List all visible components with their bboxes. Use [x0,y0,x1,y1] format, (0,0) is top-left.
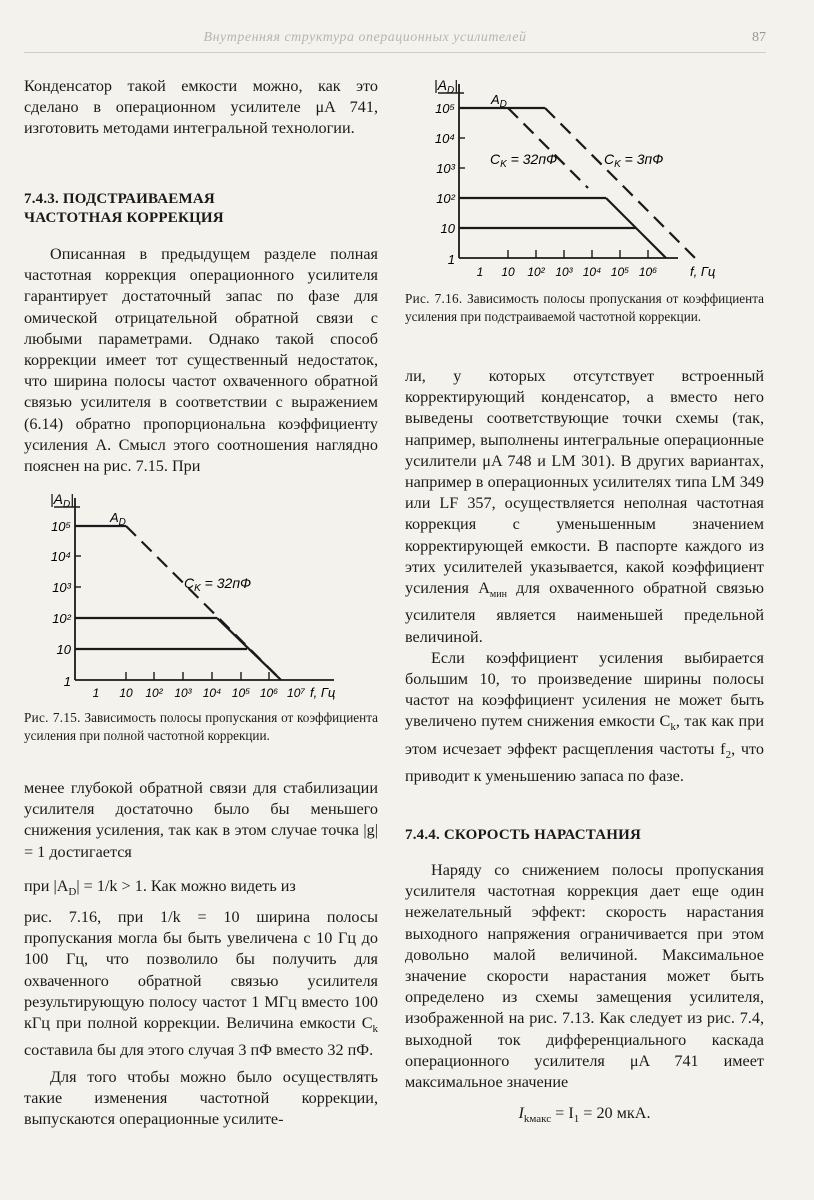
x-tick-1e6: 10⁶ [259,686,279,700]
x-tick-marks [126,672,269,680]
paragraph-bandwidth: рис. 7.16, при 1/k = 10 ширина полосы пропускания могла бы быть увеличена с 10 Гц до 100 Гц, что позволило бы получить для охваченного обратной связью усилителя результирующую полосу частот 1 МГц вместо 100 кГц при полной коррекции. Величина емкости $C_k$ составила бы для этого случая 3 пФ вместо 32 пФ. [24,908,378,1060]
x-tick-100: 10² [527,265,545,279]
x-tick-1e4: 10⁴ [202,686,222,700]
y-tick-labels [51,519,72,689]
caption-7-16 [405,290,764,325]
y-tick-marks [75,526,81,649]
paragraph-freq-correction: Описанная в предыдущем разделе полная частотная коррекция операционного усилителя гарантирует достаточный запас по фазе для омической отрицательной обратной связи с любыми параметрами. Однако такой способ коррекции имеет тот существенный недостаток, что ширина полосы частот охваченного обратной связью усилителя в соответствии с выражением (6.14) обратно пропорциональна коэффициенту усиления A. Смысл этого соотношения наглядно пояснен на рис. 7.15. При [24,245,378,476]
x-tick-1e4: 10⁴ [582,265,602,279]
x-tick-1e7: 10⁷ [287,686,305,700]
y-tick-1: 1 [447,252,455,267]
paragraph-gain-above-10: Если коэффициент усиления выбирается большим 10, то произведение ширины полосы частот на коэффициент усиления не может быть увеличено путем снижения емкости $C_k$, так как при этом исчезает эффект расщепления частоты $f_2$, что приводит к уменьшению запаса по фазе. [405,648,764,786]
y-tick-10: 10 [440,221,455,236]
y-axis-label: $|A_D|$ [434,77,458,96]
x-tick-marks [508,250,648,258]
figure-7-16 [428,70,758,285]
y-tick-labels [435,101,456,267]
y-tick-1: 1 [63,674,71,689]
caption-7-15 [24,709,378,744]
y-tick-100: 10² [52,611,71,626]
y-tick-1e4: 10⁴ [50,549,71,564]
x-tick-1e5: 10⁵ [610,265,630,279]
left-body-2c [24,907,378,1062]
left-intro [24,76,378,140]
x-tick-labels [477,265,658,279]
caption-tag: Рис. 7.15. [24,710,81,725]
x-tick-labels [93,686,306,700]
x-tick-10: 10 [501,265,515,279]
x-tick-1000: 10³ [555,265,573,279]
caption-text: Зависимость полосы пропускания от коэффициента усиления при полной частотной коррекции. [24,710,378,743]
curve-label: $A_D$ [110,510,126,528]
header-rule [24,52,766,53]
x-tick-1e5: 10⁵ [231,686,251,700]
y-tick-1e5: 10⁵ [51,519,71,534]
y-axis-label: $|A_D|$ [50,491,74,510]
curve-label: $A_D$ [491,92,507,110]
y-tick-1000: 10³ [436,161,455,176]
y-tick-1e5: 10⁵ [435,101,455,116]
caption-text: Зависимость полосы пропускания от коэффициента усиления при подстраиваемой частотной коррекции. [405,291,764,324]
right-body-2 [405,860,764,1093]
x-axis-label: f, Гц [310,685,336,700]
section-heading-line2: ЧАСТОТНАЯ КОРРЕКЦИЯ [24,210,224,226]
open-loop-rolloff-32pf [508,108,588,188]
left-body-2 [24,778,378,863]
intro-paragraph: Конденсатор такой емкости можно, как это сделано в операционном усилителе μA 741, изготовить методами интегральной технологии. [24,77,378,138]
x-axis-label: f, Гц [690,264,716,279]
page-number: 87 [752,30,766,45]
running-header [24,28,766,50]
section-heading-line1: 7.4.3. ПОДСТРАИВАЕМАЯ [24,191,215,207]
y-tick-1e4: 10⁴ [434,131,455,146]
section-heading-slew: 7.4.4. СКОРОСТЬ НАРАСТАНИЯ [405,827,642,843]
x-tick-1e6: 10⁶ [638,265,658,279]
capacitance-annotation: $C_K = 32пФ$ [184,575,252,594]
section-heading-743 [24,190,378,228]
left-body-2b [24,876,378,903]
formula-ik-max: $I_{kмакс} = I_1 = 20$ мкА. [518,1104,651,1126]
x-tick-10: 10 [119,686,133,700]
capacitance-annotation-32pf: $C_K = 32пФ$ [490,151,558,170]
x-tick-1000: 10³ [174,686,192,700]
running-title: Внутренняя структура операционных усилителей [203,30,527,45]
paragraph-feedback: менее глубокой обратной связи для стабилизации усилителя достаточно было бы меньшего снижения усиления, так как в этом случае точка |g| = 1 достигается [24,779,378,861]
section-heading-744 [405,826,764,845]
open-loop-rolloff-3pf [545,108,695,258]
left-body-3 [24,1067,378,1131]
capacitance-annotation-3pf: $C_K = 3пФ$ [604,151,664,170]
figure-7-15 [44,484,344,706]
paragraph-slew-rate: Наряду со снижением полосы пропускания усилителя частотная коррекция дает еще один нежелательный эффект: скорость нарастания выходного напряжения ограничивается при этом довольно малой величиной. Максимальное значение скорости нарастания может быть определено из схемы замещения усилителя, изображенной на рис. 7.13. Как следует из рис. 7.4, выходной ток дифференциального каскада операционного усилителя μA 741 имеет максимальное значение [405,861,764,1092]
x-tick-100: 10² [145,686,163,700]
y-tick-1000: 10³ [52,580,71,595]
paragraph-op-amps: ли, у которых отсутствует встроенный корректирующий конденсатор, а вместо него выведены соответствующие точки схемы (так, например, выполнены интегральные операционные усилители μA 748 и LM 301). В других вариантах, например в операционных усилителях типа LM 349 или LF 357, осуществляется неполная частотная коррекция с уменьшенным значением корректирующей емкости. В паспорте каждого из этих усилителей указывается, какой коэффициент усиления $A_{мин}$ для охваченного обратной связью усилителя является наименьшей предельной величиной. [405,367,764,646]
y-tick-100: 10² [436,191,455,206]
right-body-1 [405,366,764,788]
paragraph-variants: Для того чтобы можно было осуществлять такие изменения частотной коррекции, выпускаются операционные усилите- [24,1068,378,1129]
left-body-1 [24,244,378,477]
x-tick-1: 1 [476,265,484,279]
y-tick-10: 10 [56,642,71,657]
x-tick-1: 1 [92,686,100,700]
paragraph-gain-condition: при $|A_D| = 1/k > 1$. Как можно видеть из [24,877,296,899]
caption-tag: Рис. 7.16. [405,291,463,306]
